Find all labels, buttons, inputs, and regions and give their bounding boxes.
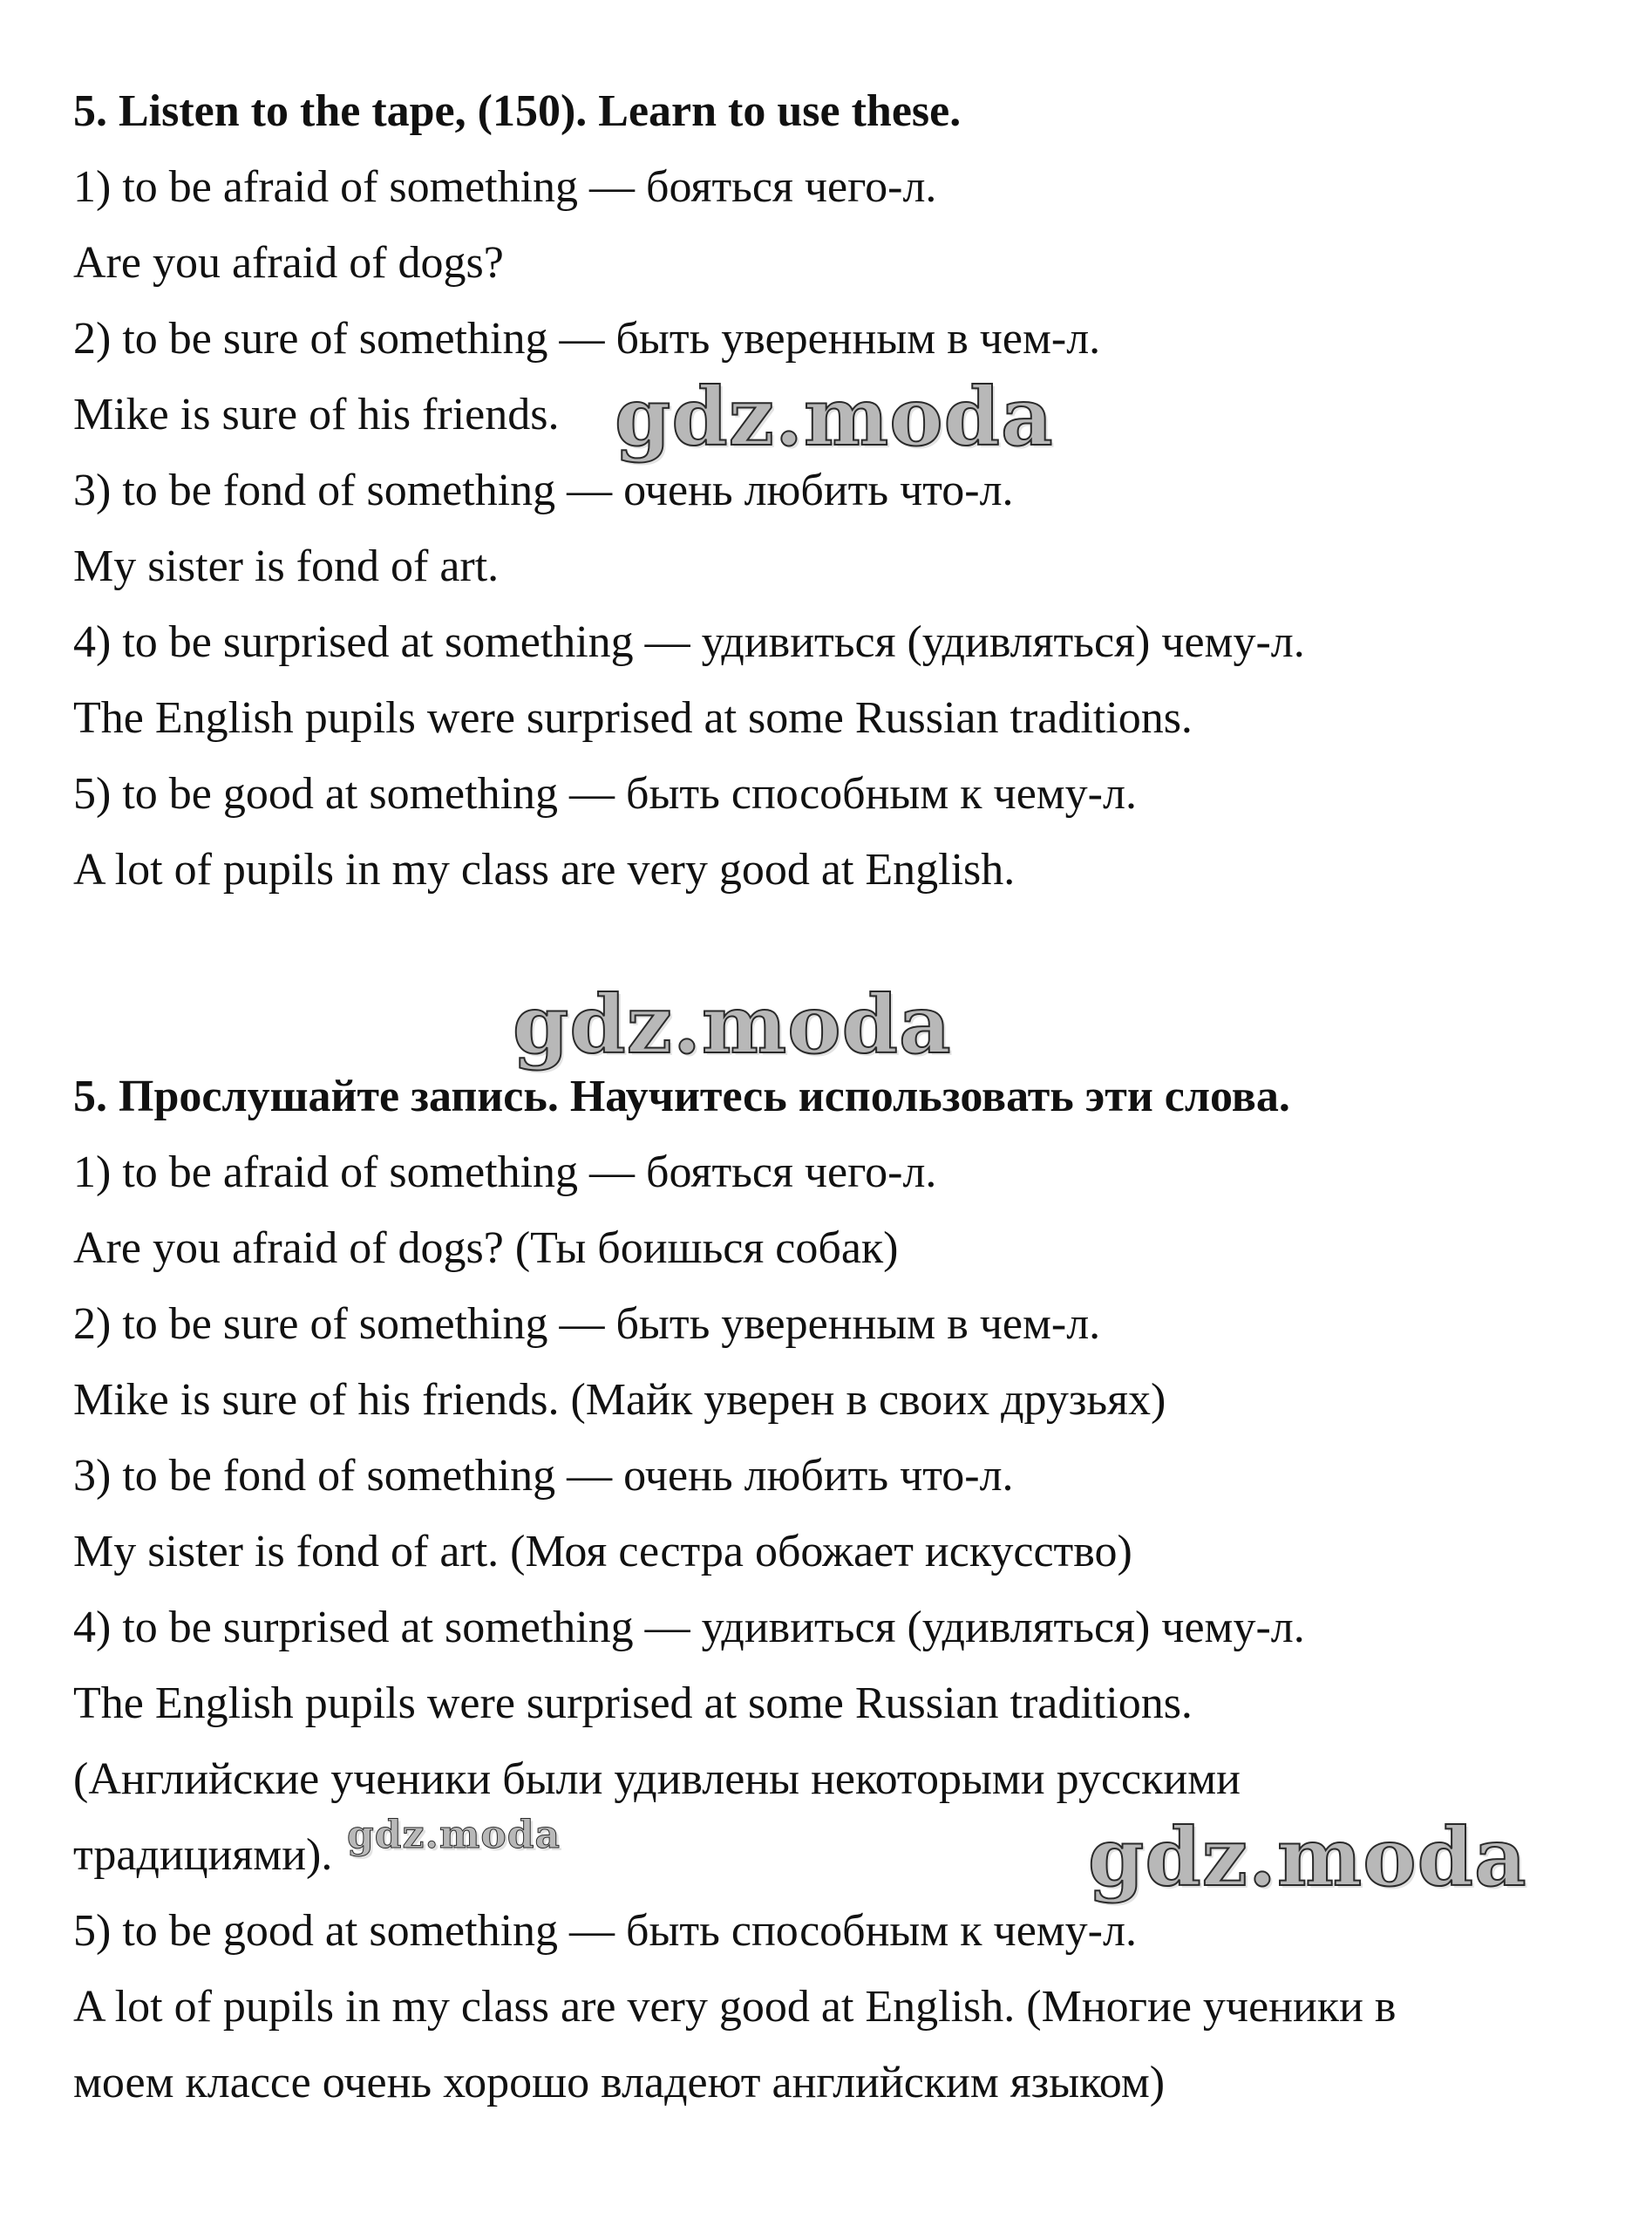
text-line: традициями).: [73, 1830, 333, 1880]
text-line: My sister is fond of art. (Моя сестра обожает искусство): [73, 1527, 1132, 1576]
text-line: 3) to be fond of something — очень любить что-л.: [73, 1451, 1014, 1501]
text-line: моем классе очень хорошо владеют английским языком): [73, 2058, 1166, 2107]
text-line: 1) to be afraid of something — бояться чего-л.: [73, 1147, 937, 1197]
text-line: The English pupils were surprised at some Russian traditions.: [73, 693, 1193, 743]
text-line: My sister is fond of art.: [73, 541, 500, 591]
text-line: 2) to be sure of something — быть уверенным в чем-л.: [73, 1299, 1101, 1349]
text-line: 1) to be afraid of something — бояться чего-л.: [73, 162, 937, 212]
text-line: 4) to be surprised at something — удивиться (удивляться) чему-л.: [73, 617, 1305, 667]
watermark-logo: gdz.moda: [347, 1813, 561, 1857]
text-line: 3) to be fond of something — очень любить что-л.: [73, 466, 1014, 515]
text-line: A lot of pupils in my class are very good at English.: [73, 845, 1016, 895]
exercise-heading-en: 5. Listen to the tape, (150). Learn to use these.: [73, 86, 962, 136]
watermark-logo: gdz.moda: [615, 370, 1054, 464]
text-line: 4) to be surprised at something — удивиться (удивляться) чему-л.: [73, 1603, 1305, 1652]
watermark-logo: gdz.moda: [1088, 1810, 1527, 1904]
text-line: 5) to be good at something — быть способным к чему-л.: [73, 1906, 1137, 1956]
watermark-logo: gdz.moda: [513, 977, 952, 1072]
text-line: A lot of pupils in my class are very good at English. (Многие ученики в: [73, 1982, 1397, 2032]
text-line: Mike is sure of his friends.: [73, 390, 560, 439]
text-line: Are you afraid of dogs?: [73, 238, 504, 288]
text-line: Are you afraid of dogs? (Ты боишься собак): [73, 1223, 899, 1273]
text-line: The English pupils were surprised at some Russian traditions.: [73, 1678, 1193, 1728]
text-line: Mike is sure of his friends. (Майк уверен в своих друзьях): [73, 1375, 1166, 1425]
exercise-heading-ru: 5. Прослушайте запись. Научитесь использовать эти слова.: [73, 1072, 1290, 1121]
text-line: 5) to be good at something — быть способным к чему-л.: [73, 769, 1137, 819]
text-line: (Английские ученики были удивлены некоторыми русскими: [73, 1754, 1241, 1804]
text-line: 2) to be sure of something — быть уверенным в чем-л.: [73, 314, 1101, 364]
